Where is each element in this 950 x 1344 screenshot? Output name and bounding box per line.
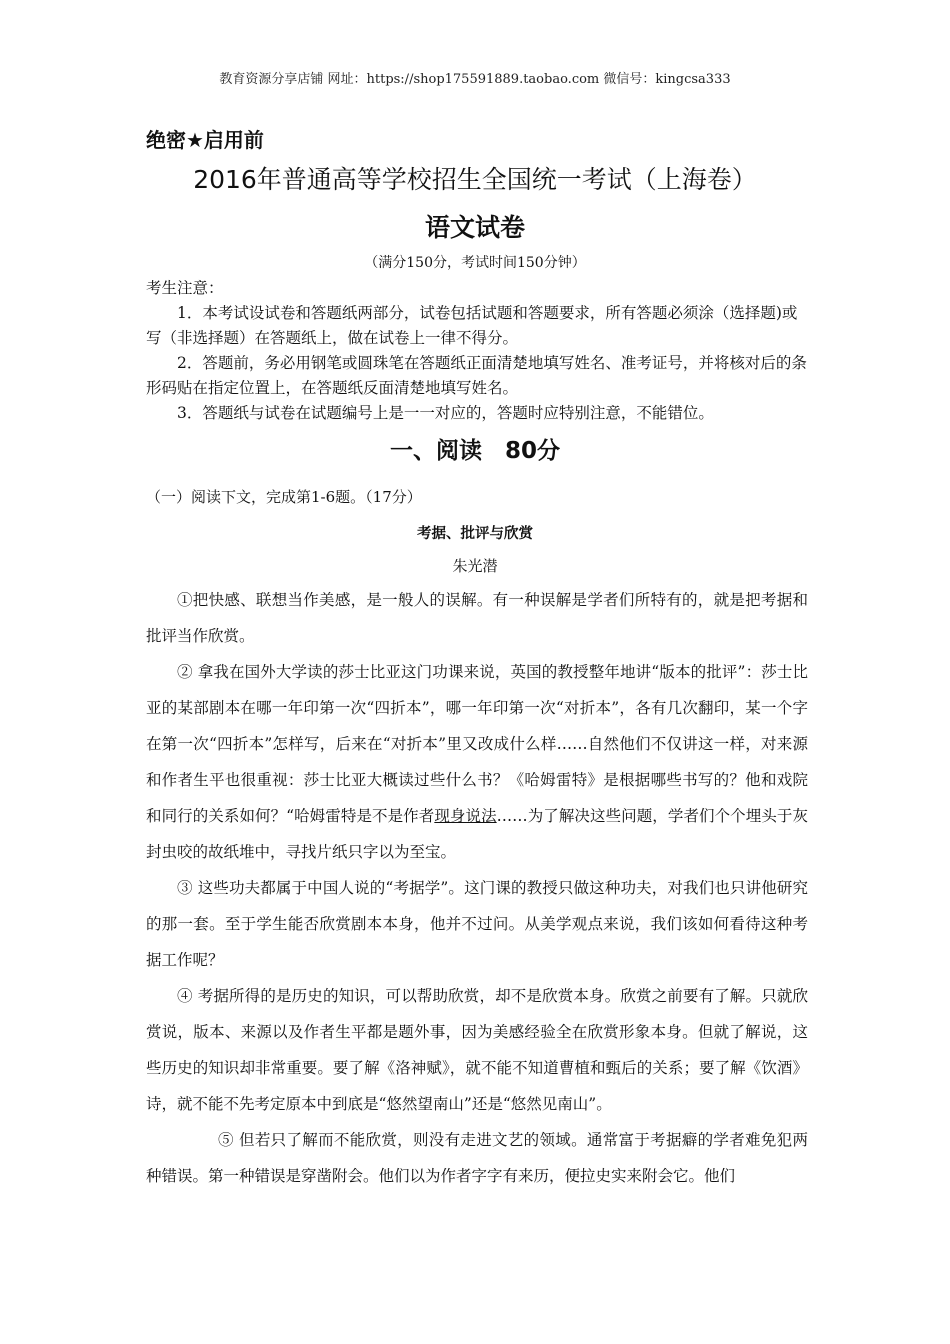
paragraph-5: ⑤ 但若只了解而不能欣赏，则没有走进文艺的领域。通常富于考据癖的学者难免犯两种错误。第一种错误是穿凿附会。他们以为作者字字有来历，便拉史实来附会它。他们 — [146, 1131, 808, 1185]
shop-header: 教育资源分享店铺 网址：https://shop175591889.taobao.com 微信号：kingcsa333 — [219, 72, 731, 87]
section-title: 一、阅读 80分 — [389, 438, 560, 464]
subject-title: 语文试卷 — [424, 213, 525, 242]
paragraph-4: ④ 考据所得的是历史的知识，可以帮助欣赏，却不是欣赏本身。欣赏之前要有了解。只就欣赏说，版本、来源以及作者生平都是题外事，因为美感经验全在欣赏形象本身。但就了解说，这些历史的知识却非常重要。要了解《洛神赋》，就不能不知道曹植和甄后的关系；要了解《饮酒》诗，就不能不先考定原本中到底是“悠然望南山”还是“悠然见南山”。 — [146, 987, 808, 1113]
note-item: 1．本考试设试卷和答题纸两部分，试卷包括试题和答题要求，所有答题必须涂（选择题)或写（非选择题）在答题纸上，做在试卷上一律不得分。 — [146, 304, 798, 347]
score-time-note: （满分150分，考试时间150分钟） — [364, 255, 586, 271]
exam-title: 2016年普通高等学校招生全国统一考试（上海卷） — [193, 165, 757, 194]
notes-heading: 考生注意： — [146, 279, 224, 297]
paragraph-2 — [146, 654, 808, 870]
candidate-notes — [146, 276, 808, 426]
underlined-phrase: 现身说法 — [434, 807, 497, 825]
reading-instructions: （一）阅读下文，完成第1-6题。（17分） — [146, 488, 422, 506]
article-author: 朱光潜 — [452, 557, 498, 575]
paragraph-2-text: ② 拿我在国外大学读的莎士比亚这门功课来说，英国的教授整年地讲“版本的批评”：莎士比亚的某部剧本在哪一年印第一次“四折本”，哪一年印第一次“对折本”，各有几次翻印，某一个字在第一次“四折本”怎样写，后来在“对折本”里又改成什么样……自然他们不仅讲这一样，对来源和作者生平也很重视：莎士比亚大概读过些什么书？《哈姆雷特》是根据哪些书写的？他和戏院和同行的关系如何？“哈姆雷特是不是作者 — [146, 663, 808, 825]
article-body — [146, 582, 808, 1194]
note-item: 3．答题纸与试卷在试题编号上是一一对应的，答题时应特别注意，不能错位。 — [177, 404, 714, 422]
article-title: 考据、批评与欣赏 — [417, 526, 533, 542]
paragraph-3: ③ 这些功夫都属于中国人说的“考据学”。这门课的教授只做这种功夫，对我们也只讲他研究的那一套。至于学生能否欣赏剧本本身，他并不过问。从美学观点来说，我们该如何看待这种考据工作呢？ — [146, 879, 808, 969]
note-item: 2．答题前，务必用钢笔或圆珠笔在答题纸正面清楚地填写姓名、准考证号，并将核对后的条形码贴在指定位置上，在答题纸反面清楚地填写姓名。 — [146, 354, 807, 397]
paragraph-2-text-end: ……为了解决这些问题，学者们个个埋头于灰封虫咬的故纸堆中，寻找片纸只字以为至宝。 — [146, 807, 808, 861]
paragraph-1: ①把快感、联想当作美感，是一般人的误解。有一种误解是学者们所特有的，就是把考据和批评当作欣赏。 — [146, 591, 808, 645]
confidential-label: 绝密★启用前 — [146, 128, 264, 152]
